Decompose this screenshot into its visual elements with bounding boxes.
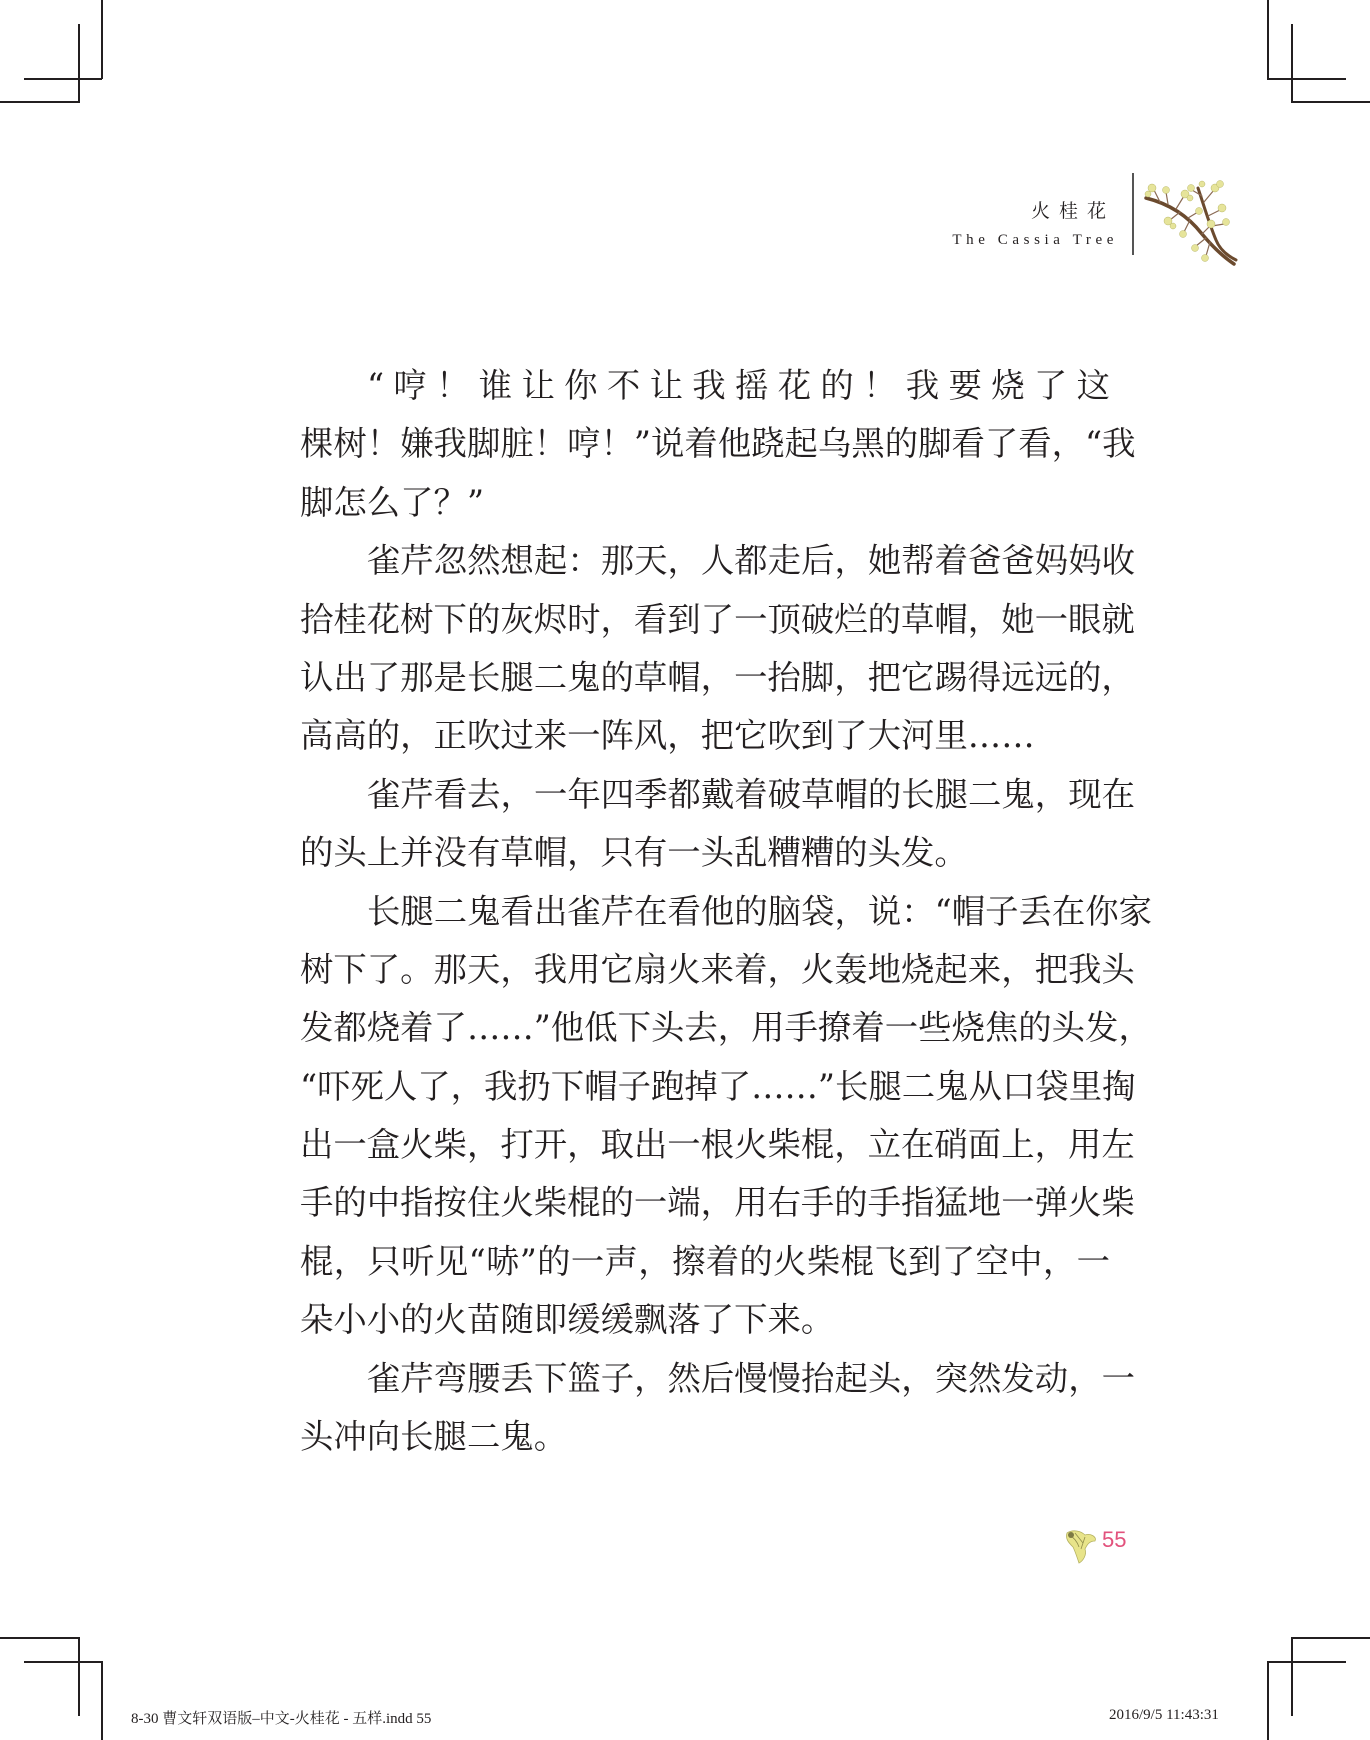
page-number: 55 xyxy=(1102,1527,1127,1552)
text-line: 的头上并没有草帽，只有一头乱糟糟的头发。 xyxy=(300,833,968,873)
crop-mark-top-left-h2 xyxy=(0,101,79,103)
text-line: 棍，只听见“哧”的一声，擦着的火柴棍飞到了空中，一 xyxy=(300,1241,1110,1281)
crop-mark-bottom-left-v1 xyxy=(78,1637,80,1716)
slug-file-info: 8-30 曹文轩双语版–中文-火桂花 - 五样.indd 55 xyxy=(131,1711,432,1727)
crop-mark-bottom-right-v1 xyxy=(1291,1637,1293,1716)
text-line: 棵树！嫌我脚脏！哼！”说着他跷起乌黑的脚看了看，“我 xyxy=(300,424,1136,464)
crop-mark-top-left-v2 xyxy=(78,24,80,103)
crop-mark-bottom-right-v2 xyxy=(1267,1661,1269,1740)
text-line: 脚怎么了？” xyxy=(300,482,485,522)
crop-mark-top-right-h2 xyxy=(1291,101,1370,103)
cassia-blossom-icon xyxy=(1063,1527,1099,1565)
text-line: “吓死人了，我扔下帽子跑掉了……”长腿二鬼从口袋里掏 xyxy=(300,1066,1136,1106)
slug-timestamp: 2016/9/5 11:43:31 xyxy=(1109,1707,1219,1723)
crop-mark-top-left-v1 xyxy=(101,0,103,79)
text-line: 雀芹看去，一年四季都戴着破草帽的长腿二鬼，现在 xyxy=(367,774,1135,814)
text-line: 拾桂花树下的灰烬时，看到了一顶破烂的草帽，她一眼就 xyxy=(300,599,1135,639)
story-text xyxy=(300,357,1153,1466)
text-line: 认出了那是长腿二鬼的草帽，一抬脚，把它踢得远远的， xyxy=(300,657,1135,697)
text-line: 朵小小的火苗随即缓缓飘落了下来。 xyxy=(300,1300,835,1340)
text-line: “哼！谁让你不让我摇花的！我要烧了这 xyxy=(367,366,1110,405)
running-header-english-title: The Cassia Tree xyxy=(952,232,1118,248)
crop-mark-top-left-h1 xyxy=(24,78,102,80)
crop-mark-bottom-left-h2 xyxy=(24,1661,102,1663)
text-line: 手的中指按住火柴棍的一端，用右手的手指猛地一弹火柴 xyxy=(300,1183,1135,1223)
crop-mark-bottom-right-h1 xyxy=(1291,1637,1370,1639)
crop-mark-top-right-h1 xyxy=(1267,78,1346,80)
text-line: 高高的，正吹过来一阵风，把它吹到了大河里…… xyxy=(300,716,1035,756)
text-line: 树下了。那天，我用它扇火来着，火轰地烧起来，把我头 xyxy=(300,949,1135,989)
crop-mark-bottom-left-h1 xyxy=(0,1637,79,1639)
text-line: 雀芹弯腰丢下篮子，然后慢慢抬起头，突然发动，一 xyxy=(367,1358,1135,1398)
crop-mark-top-right-v2 xyxy=(1291,24,1293,103)
text-line: 雀芹忽然想起：那天，人都走后，她帮着爸爸妈妈收 xyxy=(367,541,1135,581)
header-divider xyxy=(1132,173,1134,255)
text-line: 长腿二鬼看出雀芹在看他的脑袋，说：“帽子丢在你家 xyxy=(367,891,1153,931)
cassia-branch-icon xyxy=(1140,176,1240,268)
crop-mark-top-right-v1 xyxy=(1267,0,1269,79)
running-header-chinese-title: 火桂花 xyxy=(1030,200,1115,222)
text-line: 出一盒火柴，打开，取出一根火柴棍，立在硝面上，用左 xyxy=(300,1125,1135,1165)
crop-mark-bottom-left-v2 xyxy=(101,1661,103,1740)
text-line: 发都烧着了……”他低下头去，用手撩着一些烧焦的头发， xyxy=(300,1008,1152,1048)
text-line: 头冲向长腿二鬼。 xyxy=(300,1417,568,1457)
crop-mark-bottom-right-h2 xyxy=(1267,1661,1346,1663)
